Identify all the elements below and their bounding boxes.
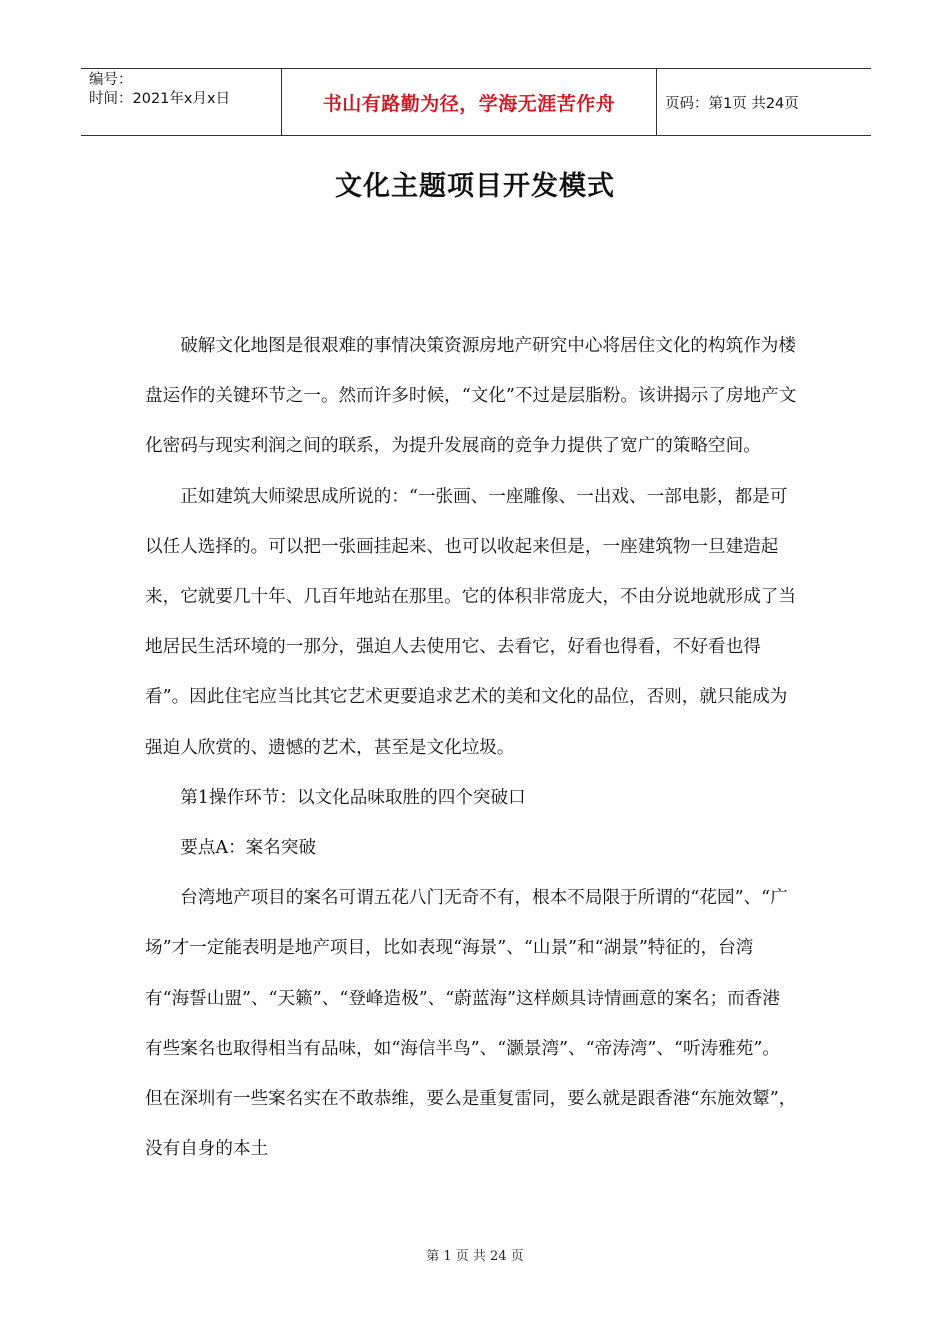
paragraph-intro: 破解文化地图是很艰难的事情决策资源房地产研究中心将居住文化的构筑作为楼盘运作的关键环节之一。然而许多时候，“文化”不过是层脂粉。该讲揭示了房地产文化密码与现实利润之间的联系，为提升发展商的竞争力提供了宽广的策略空间。	[145, 336, 797, 457]
page-footer: 第 1 页 共 24 页	[426, 1249, 524, 1264]
header-meta	[81, 69, 282, 135]
page-header	[81, 68, 871, 136]
paragraph-naming: 台湾地产项目的案名可谓五花八门无奇不有，根本不局限于所谓的“花园”、“广场”才一定能表明是地产项目，比如表现“海景”、“山景”和“湖景”特征的，台湾有“海誓山盟”、“天籁”、“登峰造极”、“蔚蓝海”这样颇具诗情画意的案名；而香港有些案名也取得相当有品味，如“海信半鸟”、“灏景湾”、“帝涛湾”、“听涛雅苑”。但在深圳有一些案名实在不敢恭维，要么是重复雷同，要么就是跟香港“东施效颦”，没有自身的本土	[145, 888, 797, 1160]
paragraph-quote: 正如建筑大师梁思成所说的：“一张画、一座雕像、一出戏、一部电影，都是可以任人选择的。可以把一张画挂起来、也可以收起来但是，一座建筑物一旦建造起来，它就要几十年、几百年地站在那里。它的体积非常庞大，不由分说地就形成了当地居民生活环境的一那分，强迫人去使用它、去看它，好看也得看，不好看也得看”。因此住宅应当比其它艺术更要追求艺术的美和文化的品位，否则，就只能成为强迫人欣赏的、遗憾的艺术，甚至是文化垃圾。	[145, 486, 796, 758]
section-heading: 第1操作环节：以文化品味取胜的四个突破口	[180, 787, 526, 808]
subsection-heading: 要点A：案名突破	[180, 838, 317, 859]
document-title: 文化主题项目开发模式	[335, 171, 615, 202]
document-body	[145, 321, 797, 1174]
document-number-label: 编号：	[89, 72, 133, 88]
header-page-info: 页码：第1页 共24页	[665, 95, 799, 112]
header-motto: 书山有路勤为径，学海无涯苦作舟	[282, 69, 657, 135]
document-time-label: 时间：2021年x月x日	[89, 91, 231, 107]
